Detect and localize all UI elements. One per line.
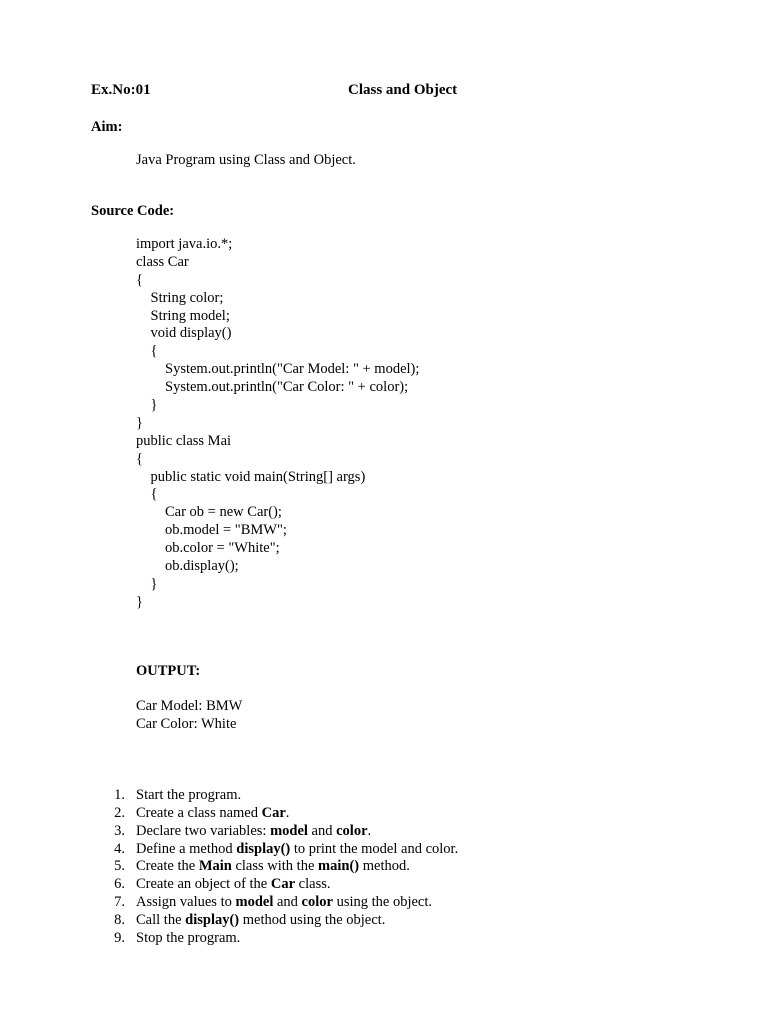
step-text: Call the bbox=[136, 911, 186, 928]
step-text: using the object. bbox=[332, 894, 433, 911]
aim-text: Java Program using Class and Object. bbox=[136, 152, 356, 168]
code-line: } bbox=[136, 397, 158, 414]
code-line: public class Mai bbox=[136, 432, 232, 449]
step-number: 4. bbox=[114, 840, 125, 857]
algorithm-step bbox=[100, 876, 458, 894]
step-text: Create a class named bbox=[136, 804, 262, 821]
step-text: class. bbox=[295, 876, 331, 893]
code-line: { bbox=[136, 271, 143, 288]
step-text: method using the object. bbox=[239, 911, 386, 928]
step-text: . bbox=[367, 822, 372, 839]
step-number: 7. bbox=[114, 894, 125, 911]
code-line: { bbox=[136, 486, 158, 503]
code-line: ob.model = "BMW"; bbox=[136, 522, 287, 539]
source-code-block bbox=[136, 236, 419, 612]
step-text: color bbox=[301, 894, 333, 911]
algorithm-step bbox=[100, 858, 458, 876]
output-line: Car Color: White bbox=[136, 716, 237, 732]
algorithm-step bbox=[100, 805, 458, 823]
step-text: model bbox=[235, 894, 274, 911]
step-text: Declare two variables: bbox=[136, 822, 271, 839]
step-text: method. bbox=[359, 858, 410, 875]
code-line: } bbox=[136, 414, 143, 431]
code-line: ob.display(); bbox=[136, 558, 239, 575]
algorithm-step bbox=[100, 823, 458, 841]
algorithm-step bbox=[100, 787, 458, 805]
algorithm-step bbox=[100, 894, 458, 912]
algorithm-step bbox=[100, 912, 458, 930]
aim-label: Aim: bbox=[91, 119, 123, 135]
step-text: display() bbox=[236, 840, 291, 857]
algorithm-step bbox=[100, 930, 458, 948]
code-line: void display() bbox=[136, 325, 232, 342]
step-text: and bbox=[307, 822, 337, 839]
step-text: to print the model and color. bbox=[290, 840, 459, 857]
code-line: ob.color = "White"; bbox=[136, 540, 280, 557]
step-number: 9. bbox=[114, 929, 125, 946]
step-text: Create the bbox=[136, 858, 199, 875]
step-text: Define a method bbox=[136, 840, 237, 857]
output-label: OUTPUT: bbox=[136, 663, 201, 679]
code-line: class Car bbox=[136, 253, 189, 270]
step-text: model bbox=[270, 822, 308, 839]
step-text: display() bbox=[185, 911, 240, 928]
step-text: Car bbox=[270, 876, 296, 893]
step-number: 2. bbox=[114, 804, 125, 821]
output-block bbox=[136, 697, 242, 733]
code-line: { bbox=[136, 450, 143, 467]
code-line: Car ob = new Car(); bbox=[136, 504, 282, 521]
step-text: Main bbox=[198, 858, 232, 875]
step-number: 5. bbox=[114, 858, 125, 875]
step-text: Stop the program. bbox=[136, 929, 241, 946]
step-text: class with the bbox=[231, 858, 319, 875]
step-text: color bbox=[336, 822, 368, 839]
step-text: Start the program. bbox=[136, 787, 242, 803]
output-line: Car Model: BMW bbox=[136, 698, 243, 714]
step-text: and bbox=[273, 894, 302, 911]
exercise-number: Ex.No:01 bbox=[91, 82, 151, 98]
code-line: import java.io.*; bbox=[136, 236, 233, 252]
algorithm-step bbox=[100, 841, 458, 859]
document-title: Class and Object bbox=[348, 82, 458, 98]
source-code-label: Source Code: bbox=[91, 203, 175, 219]
code-line: System.out.println("Car Model: " + model); bbox=[136, 361, 420, 378]
step-number: 1. bbox=[114, 787, 125, 803]
step-text: main() bbox=[318, 858, 360, 875]
step-text: . bbox=[285, 804, 290, 821]
step-number: 8. bbox=[114, 911, 125, 928]
code-line: } bbox=[136, 575, 158, 592]
code-line: public static void main(String[] args) bbox=[136, 468, 366, 485]
code-line: String model; bbox=[136, 307, 230, 324]
algorithm-steps-list bbox=[100, 787, 458, 948]
code-line: String color; bbox=[136, 289, 224, 306]
code-line: } bbox=[136, 593, 143, 610]
code-line: System.out.println("Car Color: " + color); bbox=[136, 379, 409, 396]
step-number: 3. bbox=[114, 822, 125, 839]
code-line: { bbox=[136, 343, 158, 360]
step-text: Assign values to bbox=[136, 894, 236, 911]
step-number: 6. bbox=[114, 876, 125, 893]
step-text: Create an object of the bbox=[136, 876, 271, 893]
step-text: Car bbox=[261, 804, 286, 821]
